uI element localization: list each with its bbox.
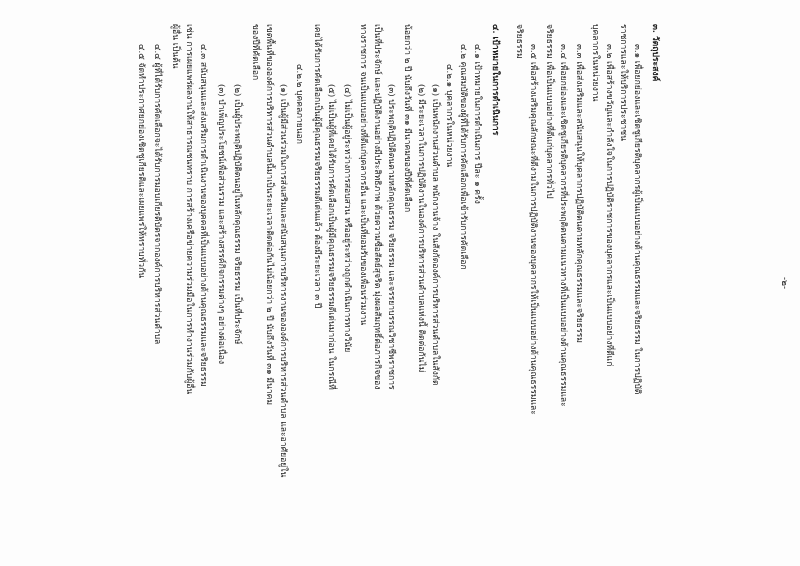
text-line: เขตพื้นที่ขององค์การบริหารส่วนตำบลนี้มาเป็นระยะเวลาติดต่อกันไม่น้อยกว่า ๒ ปี นับถึงวันที่ ๓๑ มีนาคม — [264, 24, 274, 406]
text-line: (๔) ไม่เป็นผู้อยู่ระหว่างการสอบสวน หรืออยู่ระหว่างถูกดำเนินการทางวินัย — [342, 84, 352, 353]
text-line: เป็นที่ประจักษ์ และปฏิบัติงานอย่างมีประสิทธิภาพ ด้วยความซื่อสัตย์สุจริต มุ่งผลสัมฤทธิ์ต่อภารกิจของ — [372, 24, 382, 390]
text-line: เคยได้รับการคัดเลือกเป็นผู้มีคุณธรรมจริยธรรมดีเด่นแล้ว ต้องมีระยะเวลา ๓ ปี — [312, 24, 322, 309]
text-line: ๔.๑ เป้าหมายในการดำเนินการ ปีละ ๑ ครั้ง — [472, 44, 482, 204]
page-number: -๒- — [779, 276, 789, 289]
text-line: ๓.๒ เพื่อสร้างขวัญและกำลังใจในการปฏิบัติราชการของบุคลากรและเป็นแบบอย่างที่ดีแก่ — [604, 44, 614, 367]
text-line: ของปีที่คัดเลือก — [250, 24, 260, 81]
text-line: น้อยกว่า ๒ ปี นับถึงวันที่ ๓๑ มีนาคมของปีที่คัดเลือก — [402, 24, 412, 213]
text-line: (๑) เป็นพนักงานส่วนตำบล พนักงานจ้าง ในสังกัดองค์การบริหารส่วนตำบลในสังกัด — [430, 84, 440, 386]
text-line: ทางราชการ จนเป็นแบบอย่างที่ดีแก่บุคลากรอื่น และเป็นที่ยอมรับของเพื่อนร่วมงาน — [358, 24, 368, 326]
text-line: (๕) ไม่เป็นผู้ที่เคยได้รับการคัดเลือกเป็นผู้มีคุณธรรมจริยธรรมดีเด่นมาก่อน ในกรณีที่ — [326, 84, 336, 390]
text-line: (๒) มีระยะเวลาในการปฏิบัติงานในองค์การบริหารส่วนตำบลแห่งนี้ ติดต่อกันไม่ — [416, 84, 426, 373]
text-line: ๔.๓ สนับสนุนและส่งเสริมการดำเนินงานของบุคคลที่เป็นแบบอย่างด้านคุณธรรมและจริยธรรม — [198, 44, 208, 387]
text-line: จริยธรรม เพื่อเป็นแบบอย่างที่ดีแก่บุคลากรทั่วไป — [544, 24, 554, 199]
text-line: ๓.๓ เพื่อส่งเสริมและสนับสนุนให้บุคลากรปฏิบัติตนตามหลักคุณธรรมและจริยธรรม — [574, 44, 584, 343]
text-line: จริยธรรม — [514, 24, 524, 59]
text-line: ๔.๔ ผู้ที่ได้รับการคัดเลือกจะได้รับการมอบเกียรติบัตรจากองค์การบริหารส่วนตำบล — [152, 44, 162, 345]
text-line: ๓.๕ เพื่อสร้างเสริมคุณลักษณะที่ดีงามในการปฏิบัติงานของบุคลากรให้เป็นแบบอย่างด้านคุณธรรมและ — [528, 44, 538, 415]
text-line: (๓) ประพฤติปฏิบัติตนตามหลักคุณธรรม จริยธรรม และจรรยาบรรณวิชาชีพราชการ — [386, 84, 396, 390]
text-line: (๒) เป็นผู้ประพฤติปฏิบัติตนอยู่ในหลักคุณธรรม จริยธรรม เป็นที่ประจักษ์ — [232, 84, 242, 345]
text-line: เช่น การเผยแพร่ผลงานให้สาธารณชนทราบ การสร้างเครือข่ายความร่วมมือในการทำงานร่วมกับผู้อื่น — [184, 24, 194, 395]
text-line: ๔.๒.๑ บุคลากรในหน่วยงาน — [444, 64, 454, 168]
text-line: ผู้อื่น เป็นต้น — [170, 24, 180, 69]
text-line: ๔.๕ จัดทำประกาศยกย่องเชิดชูเกียรติและเผยแพร่ให้ทราบทั่วกัน — [136, 44, 146, 279]
text-line: (๑) เป็นผู้มีส่วนร่วมในการส่งเสริมและสนับสนุนการบริหารงานขององค์การบริหารส่วนตำบล และอาศัยอยู่ใน — [278, 84, 288, 478]
text-line: ๓.๑ เพื่อยกย่องและเชิดชูเกียรติบุคลากรผู้เป็นแบบอย่างด้านคุณธรรมและจริยธรรม ในการปฏิบัติ — [632, 44, 642, 395]
section-4-heading: ๔. เป้าหมายในการดำเนินการ — [490, 24, 500, 136]
text-line: ราชการและให้บริการประชาชน — [618, 24, 628, 141]
text-line: ๔.๒ คุณสมบัติของผู้ที่ได้รับการคัดเลือกเพื่อเข้ารับการคัดเลือก — [458, 44, 468, 270]
text-line: ๓.๔ เพื่อยกย่องและเชิดชูเกียรติบุคลากรที่ประพฤติตนตามแนวทางที่เป็นแบบอย่างด้านคุณธรรมและ — [558, 44, 568, 407]
text-line: บุคลากรในหน่วยงาน — [590, 24, 600, 102]
section-3-heading: ๓. วัตถุประสงค์ — [650, 24, 660, 82]
text-line: ๔.๒.๒ บุคคลภายนอก — [294, 64, 304, 145]
text-line: (๓) บำเพ็ญประโยชน์เพื่อส่วนรวม และสร้างสรรค์กิจกรรมต่างๆ อย่างต่อเนื่อง — [216, 84, 226, 365]
